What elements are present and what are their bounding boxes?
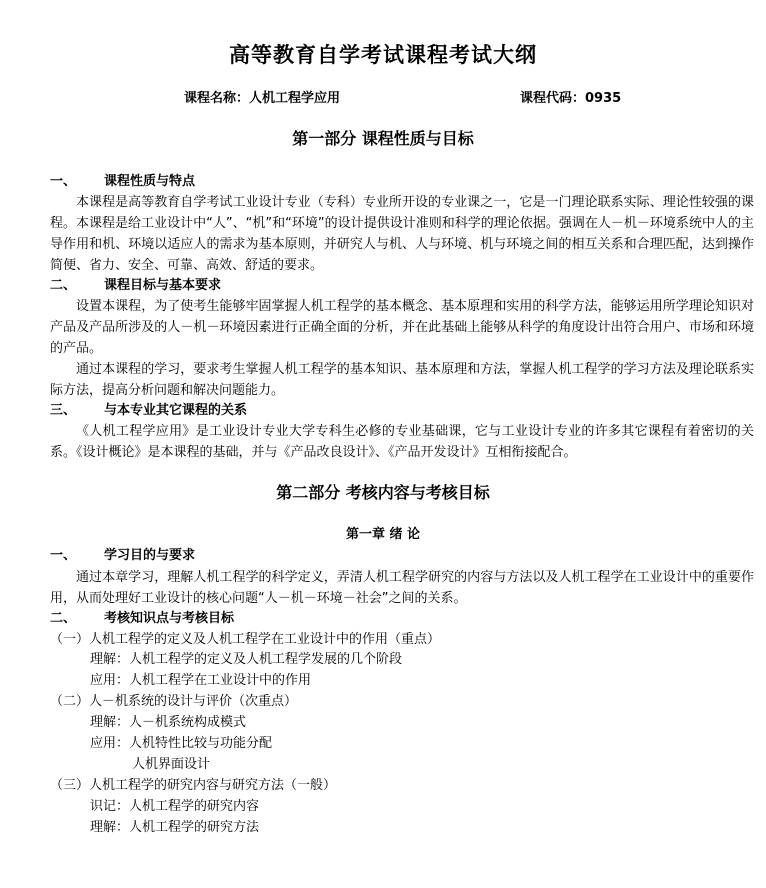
course-code: 课程代码：0935 [520,91,622,106]
paragraph: 通过本章学习，理解人机工程学的科学定义，弄清人机工程学研究的内容与方法以及人机工程学在工业设计中的重要作用，从而处理好工业设计的核心问题“人－机－环境－社会”之间的关系。 [50,570,754,606]
section-number: 一、 [50,174,77,189]
assessment-detail: 应用：人机特性比较与功能分配 [90,736,273,751]
knowledge-point: （三）人机工程学的研究内容与研究方法（一般） [50,778,337,793]
knowledge-point: （一）人机工程学的定义及人机工程学在工业设计中的作用（重点） [50,632,441,647]
knowledge-point: （二）人－机系统的设计与评价（次重点） [50,694,298,709]
section-number: 三、 [50,403,77,418]
section-title: 课程性质与特点 [104,174,196,189]
section-heading [50,609,234,629]
assessment-detail: 理解：人机工程学的定义及人机工程学发展的几个阶段 [90,652,403,667]
section-number: 二、 [50,611,77,626]
paragraph: 本课程是高等教育自学考试工业设计专业（专科）专业所开设的专业课之一，它是一门理论联系实际、理论性较强的课程。本课程是给工业设计中“人”、“机”和“环境”的设计提供设计准则和科学的理论依据。强调在人－机－环境系统中人的主导作用和机、环境以适应人的需求为基本原则，并研究人与机、人与环境、机与环境之间的相互关系和合理匹配，达到操作简便、省力、安全、可靠、高效、舒适的要求。 [50,195,754,273]
assessment-detail: 理解：人机工程学的研究方法 [90,820,260,835]
part1-title: 第一部分 课程性质与目标 [292,129,474,148]
paragraph: 设置本课程，为了使考生能够牢固掌握人机工程学的基本概念、基本原理和实用的科学方法，能够运用所学理论知识对产品及产品所涉及的人－机－环境因素进行正确全面的分析，并在此基础上能够从科学的角度设计出符合用户、市场和环境的产品。 [50,299,754,356]
paragraph: 《人机工程学应用》是工业设计专业大学专科生必修的专业基础课，它与工业设计专业的许多其它课程有着密切的关系。《设计概论》是本课程的基础，并与《产品改良设计》、《产品开发设计》互相衔接配合。 [50,424,754,460]
section-heading [50,276,221,296]
section-title: 考核知识点与考核目标 [104,611,235,626]
chapter-title: 第一章 绪 论 [345,527,421,542]
section-number: 一、 [50,548,77,563]
section-title: 与本专业其它课程的关系 [104,403,248,418]
assessment-detail: 应用：人机工程学在工业设计中的作用 [90,673,312,688]
section-heading [50,401,247,421]
section-heading [50,546,195,566]
assessment-detail: 识记：人机工程学的研究内容 [90,799,260,814]
section-number: 二、 [50,278,77,293]
paragraph: 通过本课程的学习，要求考生掌握人机工程学的基本知识、基本原理和方法，掌握人机工程学的学习方法及理论联系实际方法，提高分析问题和解决问题能力。 [50,362,754,398]
assessment-detail: 人机界面设计 [132,757,211,772]
section-title: 课程目标与基本要求 [104,278,222,293]
section-heading [50,172,195,192]
part2-title: 第二部分 考核内容与考核目标 [276,483,490,502]
assessment-detail: 理解：人－机系统构成模式 [90,715,247,730]
section-title: 学习目的与要求 [104,548,196,563]
page-title: 高等教育自学考试课程考试大纲 [229,43,537,67]
course-name: 课程名称：人机工程学应用 [184,91,341,106]
